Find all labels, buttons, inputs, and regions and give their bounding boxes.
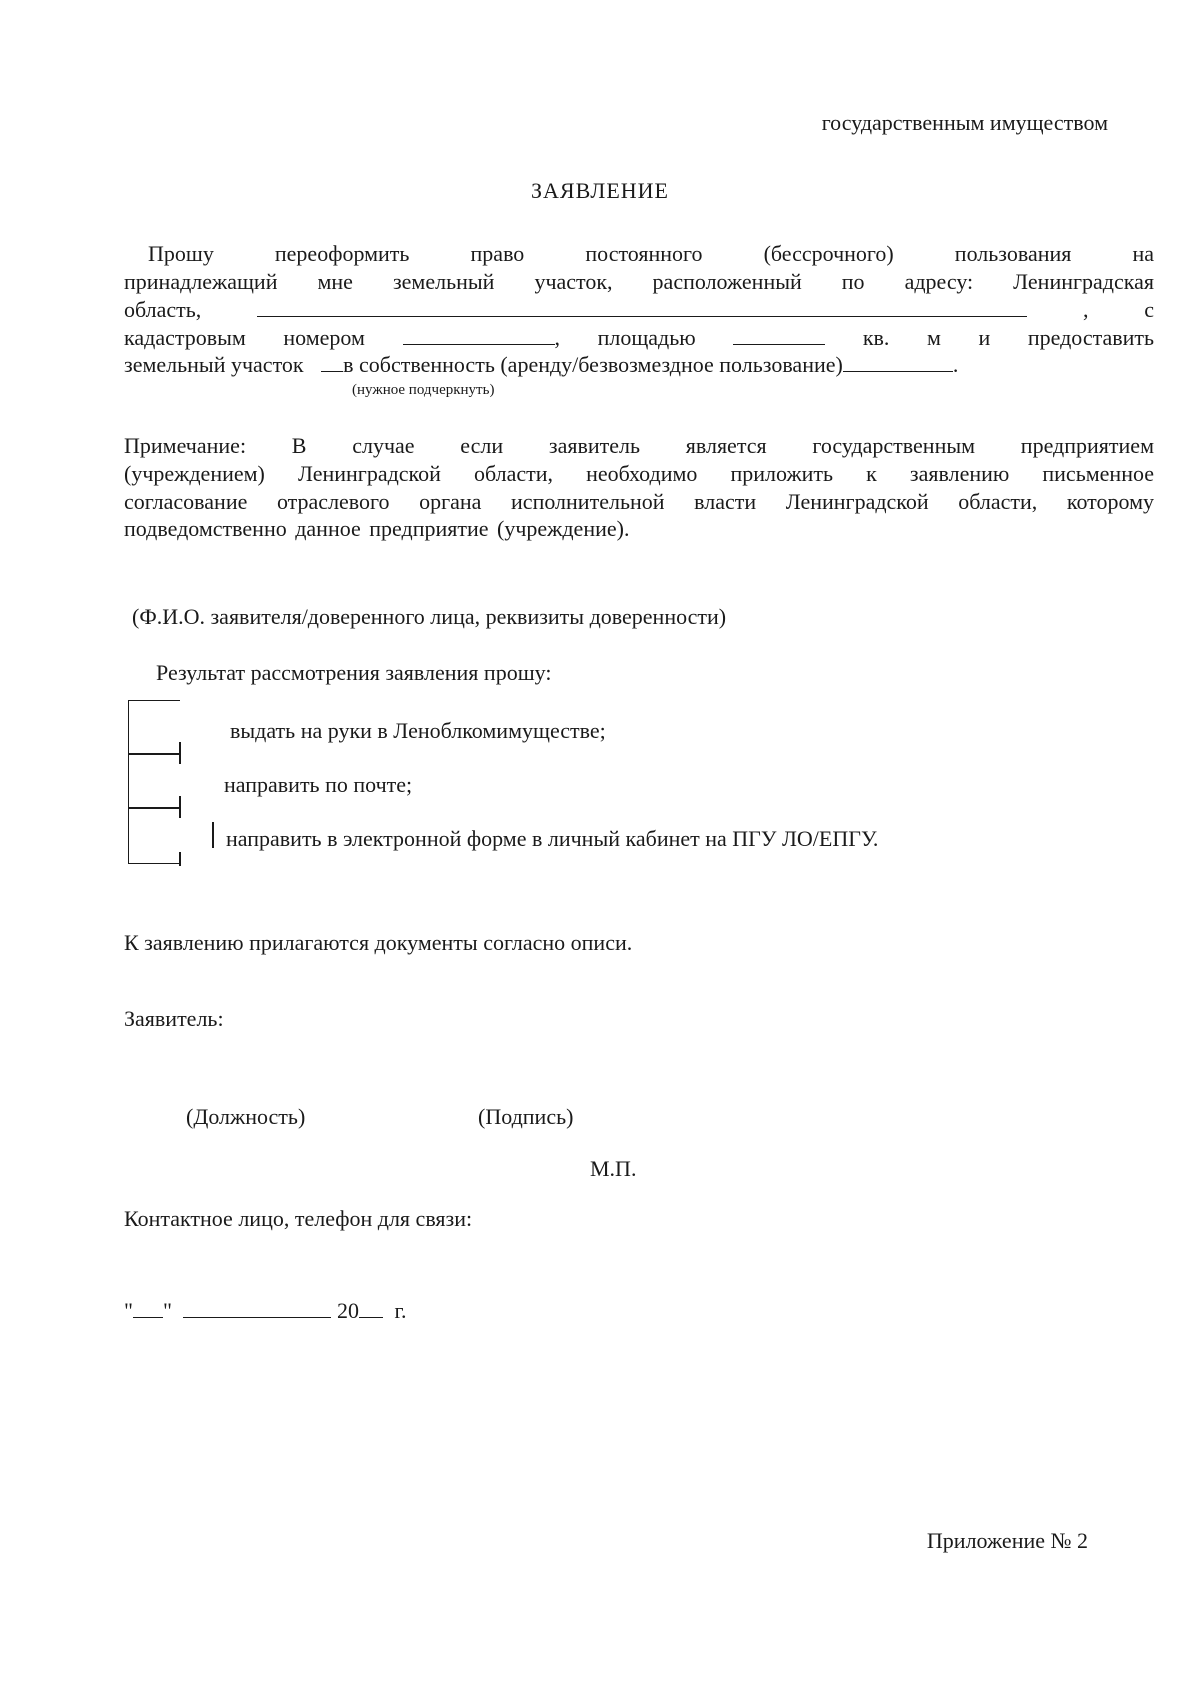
appendix-label: Приложение № 2 xyxy=(926,1528,1088,1553)
request-line-5 xyxy=(124,352,958,378)
contact-label: Контактное лицо, телефон для связи: xyxy=(124,1206,473,1231)
text: в собственность (аренду/безвозмездное пользование) xyxy=(343,352,843,377)
option-hand-delivery-label: выдать на руки в Леноблкомимуществе; xyxy=(230,718,606,743)
text: кв. м и предоставить xyxy=(862,325,1155,350)
request-line-2: принадлежащий мне земельный участок, расположенный по адресу: Ленинградская xyxy=(124,269,1154,294)
right-type-prefix-field[interactable] xyxy=(321,353,343,372)
underline-note: (нужное подчеркнуть) xyxy=(352,382,495,398)
text: , с xyxy=(1082,297,1155,322)
attachments-text: К заявлению прилагаются документы согласно описи. xyxy=(124,930,633,955)
word: переоформить xyxy=(274,241,410,266)
note-line-2: (учреждением) Ленинградской области, необходимо приложить к заявлению письменное xyxy=(124,461,1154,486)
date-month-field[interactable] xyxy=(183,1299,331,1318)
signature-caption: (Подпись) xyxy=(478,1104,574,1129)
checkbox-electronic[interactable] xyxy=(128,808,180,864)
option-marker xyxy=(212,822,214,848)
date-year-field[interactable] xyxy=(359,1299,383,1318)
address-field[interactable] xyxy=(257,298,1027,317)
text: земельный участок xyxy=(124,352,304,377)
checkbox-post[interactable] xyxy=(128,754,180,808)
text: область, xyxy=(124,297,202,322)
cadastral-number-field[interactable] xyxy=(403,326,555,345)
word: право xyxy=(470,241,525,266)
header-top-right: государственным имуществом xyxy=(821,110,1108,135)
request-line-3 xyxy=(124,296,1154,324)
stamp-label: М.П. xyxy=(590,1156,637,1181)
word: пользования xyxy=(954,241,1072,266)
date-line xyxy=(124,1298,407,1324)
quote: " xyxy=(124,1298,133,1323)
quote: " xyxy=(162,1298,172,1323)
word: постоянного xyxy=(585,241,703,266)
note-line-3: согласование отраслевого органа исполнительной власти Ленинградской области, которому xyxy=(124,489,1154,514)
year-prefix: 20 xyxy=(336,1298,359,1323)
position-caption: (Должность) xyxy=(186,1104,306,1129)
note-line-1: Примечание: В случае если заявитель является государственным предприятием xyxy=(124,433,1154,458)
applicant-caption: (Ф.И.О. заявителя/доверенного лица, реквизиты доверенности) xyxy=(132,604,727,629)
text: , площадью xyxy=(554,325,696,350)
year-suffix: г. xyxy=(394,1298,407,1323)
document-title: ЗАЯВЛЕНИЕ xyxy=(531,178,669,203)
note-line-4: подведомственно данное предприятие (учреждение). xyxy=(124,516,630,541)
result-heading: Результат рассмотрения заявления прошу: xyxy=(156,660,552,685)
applicant-label: Заявитель: xyxy=(124,1006,224,1031)
request-line-1 xyxy=(124,240,1154,268)
word: (бессрочного) xyxy=(763,241,894,266)
text: кадастровым номером xyxy=(124,325,365,350)
option-post-label: направить по почте; xyxy=(224,772,413,797)
option-electronic-label: направить в электронной форме в личный кабинет на ПГУ ЛО/ЕПГУ. xyxy=(226,826,879,851)
checkbox-hand-delivery[interactable] xyxy=(128,700,180,754)
text: . xyxy=(952,352,959,377)
word: на xyxy=(1132,241,1154,266)
word: Прошу xyxy=(148,241,214,266)
right-type-suffix-field[interactable] xyxy=(843,353,953,372)
checkbox-divider xyxy=(179,852,181,866)
date-day-field[interactable] xyxy=(133,1299,163,1318)
request-line-4 xyxy=(124,324,1154,352)
area-field[interactable] xyxy=(733,326,825,345)
